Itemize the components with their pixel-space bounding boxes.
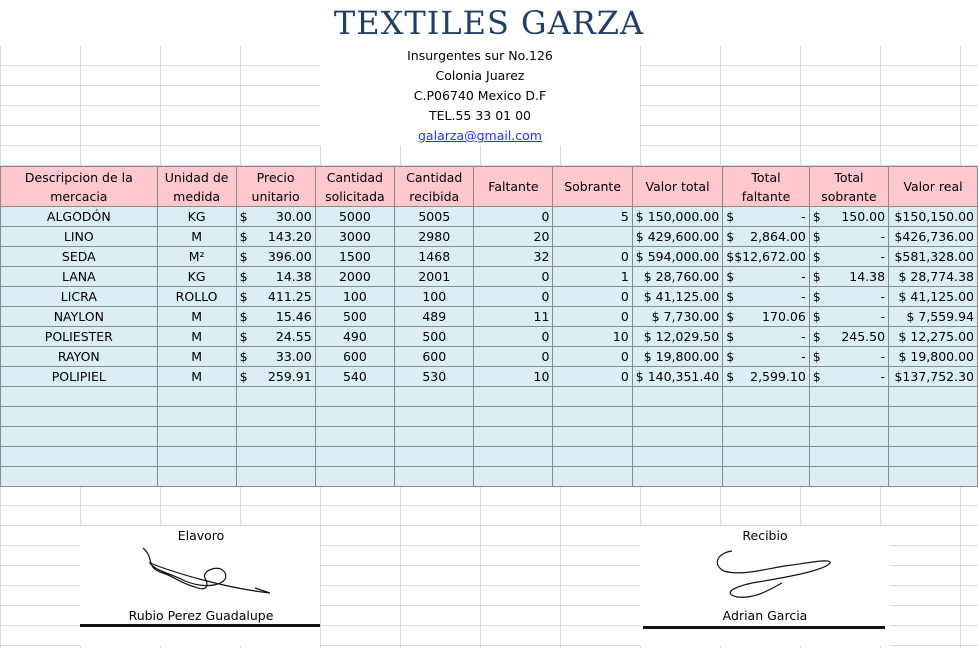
table-cell[interactable]: 32 [474,247,553,267]
company-title: TEXTILES GARZA [333,4,645,42]
header-cell: Total sobrante [809,167,888,207]
table-cell[interactable] [236,387,315,407]
email-link[interactable]: galarza@gmail.com [418,128,542,143]
table-cell[interactable] [889,427,978,447]
table-cell[interactable] [723,447,810,467]
table-row [1,327,978,347]
table-cell[interactable]: RAYON [1,347,158,367]
empty-row [1,407,978,427]
table-cell[interactable]: M [157,307,236,327]
table-cell[interactable] [315,427,394,447]
table-cell[interactable] [889,467,978,487]
table-cell[interactable]: 3000 [315,227,394,247]
table-cell[interactable]: M [157,347,236,367]
cell-value: 14.38 [849,269,886,284]
cell-value: - [801,349,806,364]
empty-row [1,447,978,467]
table-cell[interactable]: LINO [1,227,158,247]
table-cell[interactable]: $137,752.30 [889,367,978,387]
table-cell[interactable]: $ 28,760.00 [632,267,723,287]
table-cell[interactable] [723,407,810,427]
cell-value: 33.00 [275,349,312,364]
currency-sign: $ [239,289,248,304]
cell-value: 411.25 [267,289,312,304]
table-cell[interactable] [236,207,315,227]
table-header [1,167,978,207]
empty-row [1,387,978,407]
table-cell[interactable] [395,467,474,487]
cell-value: - [880,229,886,244]
table-cell[interactable] [157,407,236,427]
cell-value: 2,864.00 [750,229,806,244]
currency-sign: $ [812,349,821,364]
header-cell: Descripcion de la mercacia [1,167,158,207]
table-cell[interactable] [236,427,315,447]
currency-sign: $ [239,309,248,324]
table-cell[interactable]: 1 [553,267,632,287]
signature-right-image [712,543,842,603]
table-cell[interactable] [723,467,810,487]
table-cell[interactable] [723,347,810,367]
table-cell[interactable]: $ 140,351.40 [632,367,723,387]
table-cell[interactable]: M [157,227,236,247]
phone-line: TEL.55 33 01 00 [428,108,531,123]
table-cell[interactable] [395,387,474,407]
table-cell[interactable] [723,247,810,267]
table-cell[interactable]: 500 [315,307,394,327]
table-cell[interactable]: 490 [315,327,394,347]
header-cell: Precio unitario [236,167,315,207]
cell-value: 396.00 [267,249,312,264]
table-cell[interactable] [1,467,158,487]
table-cell[interactable]: 0 [553,247,632,267]
currency-sign: $ [239,349,248,364]
table-cell[interactable]: 489 [395,307,474,327]
table-cell[interactable]: $ 28,774.38 [889,267,978,287]
cell-value: - [801,329,806,344]
table-cell[interactable] [315,387,394,407]
currency-sign: $ [812,289,821,304]
table-cell[interactable]: 0 [474,207,553,227]
cell-value: - [880,289,886,304]
table-cell[interactable]: 0 [553,287,632,307]
currency-sign: $ [726,329,735,344]
cell-value: 259.91 [267,369,312,384]
table-cell[interactable] [157,387,236,407]
empty-row [1,427,978,447]
table-cell[interactable] [474,387,553,407]
table-cell[interactable]: M [157,327,236,347]
table-cell[interactable]: 2000 [315,267,394,287]
table-cell[interactable]: 0 [474,287,553,307]
table-cell[interactable] [809,467,888,487]
table-cell[interactable] [1,387,158,407]
table-cell[interactable]: 11 [474,307,553,327]
table-cell[interactable]: 2001 [395,267,474,287]
table-cell[interactable] [723,207,810,227]
table-cell[interactable] [315,407,394,427]
table-cell[interactable]: $ 41,125.00 [632,287,723,307]
table-cell[interactable] [553,227,632,247]
table-cell[interactable] [236,467,315,487]
table-cell[interactable] [315,447,394,467]
table-cell[interactable]: KG [157,267,236,287]
currency-sign: $ [239,369,248,384]
table-cell[interactable]: 10 [474,367,553,387]
table-cell[interactable]: $ 19,800.00 [889,347,978,367]
table-cell[interactable] [553,387,632,407]
table-cell[interactable]: 0 [474,327,553,347]
table-cell[interactable]: 5005 [395,207,474,227]
table-cell[interactable]: $ 7,559.94 [889,307,978,327]
table-cell[interactable]: $581,328.00 [889,247,978,267]
table-cell[interactable]: 1468 [395,247,474,267]
table-cell[interactable]: SEDA [1,247,158,267]
table-row [1,267,978,287]
table-cell[interactable] [395,447,474,467]
currency-sign: $ [726,269,735,284]
table-cell[interactable] [236,227,315,247]
header-cell: Cantidad recibida [395,167,474,207]
table-cell[interactable]: $ 429,600.00 [632,227,723,247]
table-cell[interactable]: 1500 [315,247,394,267]
currency-sign: $ [726,349,735,364]
cell-value: - [880,309,886,324]
table-cell[interactable] [632,447,723,467]
table-cell[interactable]: 530 [395,367,474,387]
table-cell[interactable] [632,427,723,447]
currency-sign: $ [812,369,821,384]
table-row [1,227,978,247]
table-cell[interactable]: $ 12,029.50 [632,327,723,347]
table-cell[interactable] [474,427,553,447]
table-cell[interactable]: 0 [553,367,632,387]
table-cell[interactable]: ALGODÓN [1,207,158,227]
table-cell[interactable] [632,467,723,487]
table-cell[interactable]: $ 19,800.00 [632,347,723,367]
header-cell: Unidad de medida [157,167,236,207]
table-cell[interactable]: POLIPIEL [1,367,158,387]
cell-value: - [801,269,806,284]
table-cell[interactable] [809,287,888,307]
cell-value: $12,672.00 [734,249,806,264]
table-cell[interactable] [157,447,236,467]
cell-value: 2,599.10 [750,369,806,384]
table-cell[interactable]: 0 [553,347,632,367]
currency-sign: $ [812,229,821,244]
signer-name-left: Rubio Perez Guadalupe [128,608,274,623]
signature-line-left [80,624,320,627]
table-cell[interactable] [809,387,888,407]
table-cell[interactable] [1,447,158,467]
signature-left-image [135,543,280,598]
cell-value: 14.38 [275,269,312,284]
table-cell[interactable] [723,227,810,247]
table-cell[interactable] [809,307,888,327]
currency-sign: $ [726,209,735,224]
currency-sign: $ [812,269,821,284]
table-cell[interactable] [236,407,315,427]
table-cell[interactable] [236,247,315,267]
table-row [1,307,978,327]
header-cell: Valor real [889,167,978,207]
table-cell[interactable] [236,327,315,347]
cell-value: - [880,349,886,364]
cell-value: 30.00 [275,209,312,224]
header-cell: Cantidad solicitada [315,167,394,207]
elaborated-label: Elavoro [177,528,225,543]
currency-sign: $ [726,249,735,264]
address-block [320,46,640,146]
table-cell[interactable] [236,267,315,287]
table-cell[interactable]: 600 [315,347,394,367]
table-cell[interactable]: $ 12,275.00 [889,327,978,347]
table-cell[interactable] [723,307,810,327]
table-cell[interactable]: POLIESTER [1,327,158,347]
table-cell[interactable]: 0 [553,307,632,327]
table-cell[interactable] [723,427,810,447]
table-cell[interactable]: $ 150,000.00 [632,207,723,227]
currency-sign: $ [726,369,735,384]
table-row [1,207,978,227]
table-cell[interactable]: $150,150.00 [889,207,978,227]
table-cell[interactable] [553,407,632,427]
currency-sign: $ [726,229,735,244]
table-cell[interactable] [1,427,158,447]
table-cell[interactable]: 0 [474,347,553,367]
address-line: Insurgentes sur No.126 [407,48,553,63]
table-cell[interactable] [723,267,810,287]
table-cell[interactable]: 5000 [315,207,394,227]
table-cell[interactable]: 600 [395,347,474,367]
currency-sign: $ [812,249,821,264]
currency-sign: $ [239,249,248,264]
table-cell[interactable] [236,347,315,367]
table-cell[interactable]: 100 [395,287,474,307]
table-cell[interactable] [553,427,632,447]
received-label: Recibio [742,528,788,543]
table-cell[interactable]: ROLLO [157,287,236,307]
table-cell[interactable] [632,387,723,407]
table-cell[interactable] [395,427,474,447]
table-cell[interactable]: LICRA [1,287,158,307]
table-row [1,247,978,267]
table-cell[interactable]: KG [157,207,236,227]
table-cell[interactable]: LANA [1,267,158,287]
empty-row [1,467,978,487]
cell-value: 170.06 [762,309,806,324]
currency-sign: $ [239,229,248,244]
table-cell[interactable] [632,407,723,427]
currency-sign: $ [812,309,821,324]
header-cell: Faltante [474,167,553,207]
table-cell[interactable] [1,407,158,427]
table-cell[interactable] [236,367,315,387]
table-cell[interactable] [809,327,888,347]
table-row [1,347,978,367]
table-cell[interactable]: 100 [315,287,394,307]
table-cell[interactable] [236,307,315,327]
table-cell[interactable] [157,467,236,487]
table-cell[interactable] [553,467,632,487]
table-cell[interactable] [809,227,888,247]
header-cell: Valor total [632,167,723,207]
table-cell[interactable] [723,327,810,347]
table-cell[interactable] [474,467,553,487]
table-cell[interactable] [474,447,553,467]
table-cell[interactable] [809,427,888,447]
header-cell: Sobrante [553,167,632,207]
table-cell[interactable] [809,407,888,427]
table-cell[interactable] [889,447,978,467]
table-cell[interactable] [236,287,315,307]
cell-value: 245.50 [841,329,886,344]
currency-sign: $ [239,329,248,344]
table-row [1,367,978,387]
table-cell[interactable] [395,407,474,427]
cell-value: 143.20 [267,229,312,244]
table-cell[interactable] [889,387,978,407]
header-cell: Total faltante [723,167,810,207]
table-cell[interactable]: 2980 [395,227,474,247]
table-cell[interactable]: 540 [315,367,394,387]
address-line: Colonia Juarez [435,68,525,83]
table-cell[interactable]: $ 594,000.00 [632,247,723,267]
table-cell[interactable]: $ 7,730.00 [632,307,723,327]
cell-value: - [801,289,806,304]
table-cell[interactable] [553,447,632,467]
cell-value: 24.55 [275,329,312,344]
table-cell[interactable]: 20 [474,227,553,247]
cell-value: 150.00 [841,209,886,224]
table-cell[interactable] [809,267,888,287]
currency-sign: $ [239,209,248,224]
table-cell[interactable] [889,407,978,427]
table-cell[interactable]: $ 41,125.00 [889,287,978,307]
currency-sign: $ [726,289,735,304]
table-cell[interactable]: NAYLON [1,307,158,327]
signer-name-right: Adrian Garcia [722,608,808,623]
currency-sign: $ [812,209,821,224]
address-line: C.P06740 Mexico D.F [413,88,547,103]
table-cell[interactable]: 0 [474,267,553,287]
signature-line-right [643,626,885,629]
table-row [1,287,978,307]
table-cell[interactable] [809,247,888,267]
currency-sign: $ [239,269,248,284]
cell-value: - [880,249,886,264]
table-cell[interactable] [723,387,810,407]
table-cell[interactable] [809,447,888,467]
table-cell[interactable] [315,467,394,487]
table-cell[interactable]: M² [157,247,236,267]
cell-value: - [801,209,806,224]
table-cell[interactable] [236,447,315,467]
table-cell[interactable] [723,287,810,307]
table-cell[interactable] [809,367,888,387]
inventory-table [0,166,978,487]
table-cell[interactable]: 5 [553,207,632,227]
table-cell[interactable]: M [157,367,236,387]
currency-sign: $ [726,309,735,324]
table-cell[interactable] [809,347,888,367]
table-cell[interactable] [723,367,810,387]
table-cell[interactable]: 10 [553,327,632,347]
table-cell[interactable] [809,207,888,227]
table-cell[interactable]: $426,736.00 [889,227,978,247]
table-cell[interactable] [474,407,553,427]
cell-value: - [880,369,886,384]
cell-value: 15.46 [275,309,312,324]
table-cell[interactable]: 500 [395,327,474,347]
currency-sign: $ [812,329,821,344]
table-cell[interactable] [157,427,236,447]
